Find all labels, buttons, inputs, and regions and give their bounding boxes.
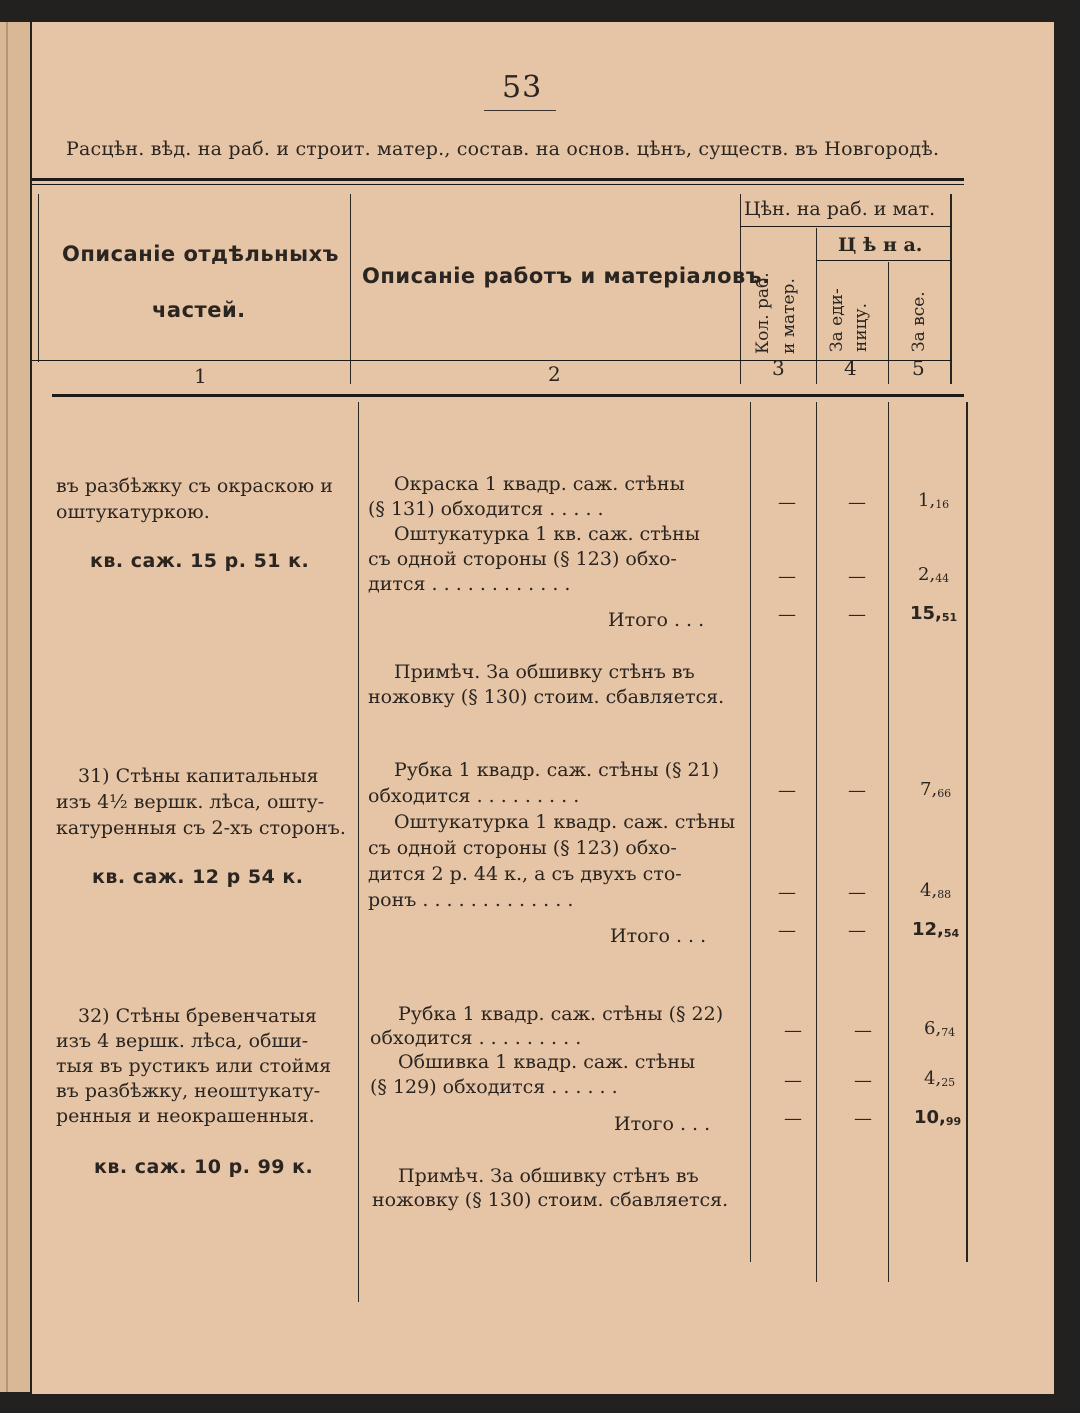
entry32-work2-line1: Обшивка 1 квадр. саж. стѣны [398,1051,696,1073]
body-rule-1-2 [358,402,359,1302]
entry30-itogo-unit: — [848,604,866,625]
entry30-note-line2: ножовку (§ 130) стоим. сбавляется. [368,686,725,708]
header-subrule-2 [816,260,952,261]
top-rule-thin [32,184,964,185]
entry31-desc-line3: катуренныя съ 2-хъ сторонъ. [56,817,346,839]
entry32-itogo-total: $10,_{99}$ [914,1107,962,1128]
entry32-work2-line2: (§ 129) обходится . . . . . . [370,1076,618,1098]
body-rule-3-4 [816,402,817,1282]
entry30-note-line1: Примѣч. За обшивку стѣнъ въ [394,661,695,683]
entry31-itogo-qty: — [778,920,796,941]
header-price: Ц ѣ н а. [838,234,923,256]
header-subrule-1 [740,226,952,227]
col-number-2: 2 [548,362,561,386]
entry31-work2-total: $4,_{88}$ [920,880,952,901]
entry31-itogo-total: $12,_{54}$ [912,919,960,940]
entry31-itogo-label: Итого . . . [610,925,707,947]
facing-page-edge [0,22,30,1392]
header-col3-line1: Кол. раб. [753,272,773,354]
entry30-work2-line2: съ одной стороны (§ 123) обхо- [368,548,677,570]
entry32-itogo-unit: — [854,1108,872,1129]
entry30-work2-total: $2,_{44}$ [918,564,950,585]
running-head: Расцѣн. вѣд. на раб. и строит. матер., состав. на основ. цѣнъ, существ. въ Новгородѣ. [66,138,940,160]
entry30-work2-unit: — [848,566,866,587]
body-rule-4-5 [888,402,889,1282]
header-col5 [910,268,928,352]
header-col4 [828,268,846,352]
entry31-work2-unit: — [848,882,866,903]
entry31-desc-line1: 31) Стѣны капитальныя [78,765,319,787]
header-bottom-rule [52,394,964,397]
entry32-desc-line1: 32) Стѣны бревенчатыя [78,1005,317,1027]
entry31-work2-line4: ронъ . . . . . . . . . . . . . [368,889,574,911]
header-col3 [754,234,772,354]
page-number: 53 [502,70,543,105]
entry32-work1-qty: — [784,1020,802,1041]
body-rule-right [966,402,968,1262]
entry32-note-line1: Примѣч. За обшивку стѣнъ въ [398,1165,699,1187]
header-numbers-rule [32,360,952,361]
entry32-desc-line4: въ разбѣжку, неоштукату- [56,1080,321,1102]
entry30-itogo-label: Итого . . . [608,609,705,631]
entry30-work1-qty: — [778,492,796,513]
header-col3-line2: и матер. [779,278,799,354]
entry31-work2-line2: съ одной стороны (§ 123) обхо- [368,837,677,859]
entry32-desc-line5: ренныя и неокрашенныя. [56,1105,315,1127]
entry30-price: кв. саж. 15 р. 51 к. [90,550,310,572]
entry32-work2-total: $4,_{25}$ [924,1068,956,1089]
entry30-itogo-total: $15,_{51}$ [910,603,958,624]
entry30-desc-line1: въ разбѣжку съ окраскою и [56,475,333,497]
entry32-price: кв. саж. 10 р. 99 к. [94,1156,314,1178]
header-col4-line2: ницу. [851,303,871,352]
entry31-work2-qty: — [778,882,796,903]
entry32-itogo-label: Итого . . . [614,1113,711,1135]
entry31-itogo-unit: — [848,920,866,941]
header-rule-left [38,194,39,362]
col-number-4: 4 [844,356,857,380]
book-page [32,22,1054,1394]
entry32-work2-unit: — [854,1070,872,1091]
entry31-work2-line1: Оштукатурка 1 квадр. саж. стѣны [394,811,736,833]
entry31-work1-qty: — [778,780,796,801]
entry30-desc-line2: оштукатуркою. [56,501,210,523]
entry32-note-line2: ножовку (§ 130) стоим. сбавляется. [372,1189,729,1211]
header-col5-label: За все. [909,291,929,352]
header-col1-line2: частей. [152,298,246,322]
header-rule-right [950,194,952,384]
header-rule-4-5 [888,262,889,384]
entry31-work1-line1: Рубка 1 квадр. саж. стѣны (§ 21) [394,759,720,781]
header-rule-2-3 [740,194,741,384]
body-rule-2-3 [750,402,751,1262]
header-col3b [780,234,798,354]
entry30-itogo-qty: — [778,604,796,625]
entry32-work1-unit: — [854,1020,872,1041]
entry30-work2-line1: Оштукатурка 1 кв. саж. стѣны [394,523,700,545]
entry30-work2-line3: дится . . . . . . . . . . . . [368,573,571,595]
entry32-desc-line2: изъ 4 вершк. лѣса, обши- [56,1030,309,1052]
entry30-work1-unit: — [848,492,866,513]
entry31-work1-unit: — [848,780,866,801]
header-col4-line1: За еди- [827,288,847,352]
page-number-rule [484,110,556,111]
header-rule-1-2 [350,194,351,384]
header-col4b [852,268,870,352]
col-number-3: 3 [772,356,785,380]
entry31-price: кв. саж. 12 р 54 к. [92,866,304,888]
col-number-1: 1 [194,364,207,388]
entry30-work1-line1: Окраска 1 квадр. саж. стѣны [394,473,685,495]
entry30-work2-qty: — [778,566,796,587]
entry32-work1-total: $6,_{74}$ [924,1018,956,1039]
header-col2: Описаніе работъ и матеріаловъ. [362,264,771,288]
entry30-work1-total: $1,_{16}$ [918,490,950,511]
header-group: Цѣн. на раб. и мат. [744,198,936,220]
entry32-desc-line3: тыя въ рустикъ или стоймя [56,1055,332,1077]
top-rule [32,178,964,181]
entry32-work1-line2: обходится . . . . . . . . . [370,1027,582,1049]
entry32-itogo-qty: — [784,1108,802,1129]
entry30-work1-line2: (§ 131) обходится . . . . . [368,498,604,520]
header-col1-line1: Описаніе отдѣльныхъ [62,242,339,266]
col-number-5: 5 [912,356,925,380]
entry31-work1-total: $7,_{66}$ [920,779,952,800]
entry32-work2-qty: — [784,1070,802,1091]
entry31-work2-line3: дится 2 р. 44 к., а съ двухъ сто- [368,863,682,885]
entry31-work1-line2: обходится . . . . . . . . . [368,785,580,807]
entry31-desc-line2: изъ 4½ вершк. лѣса, ошту- [56,791,325,813]
entry32-work1-line1: Рубка 1 квадр. саж. стѣны (§ 22) [398,1003,724,1025]
